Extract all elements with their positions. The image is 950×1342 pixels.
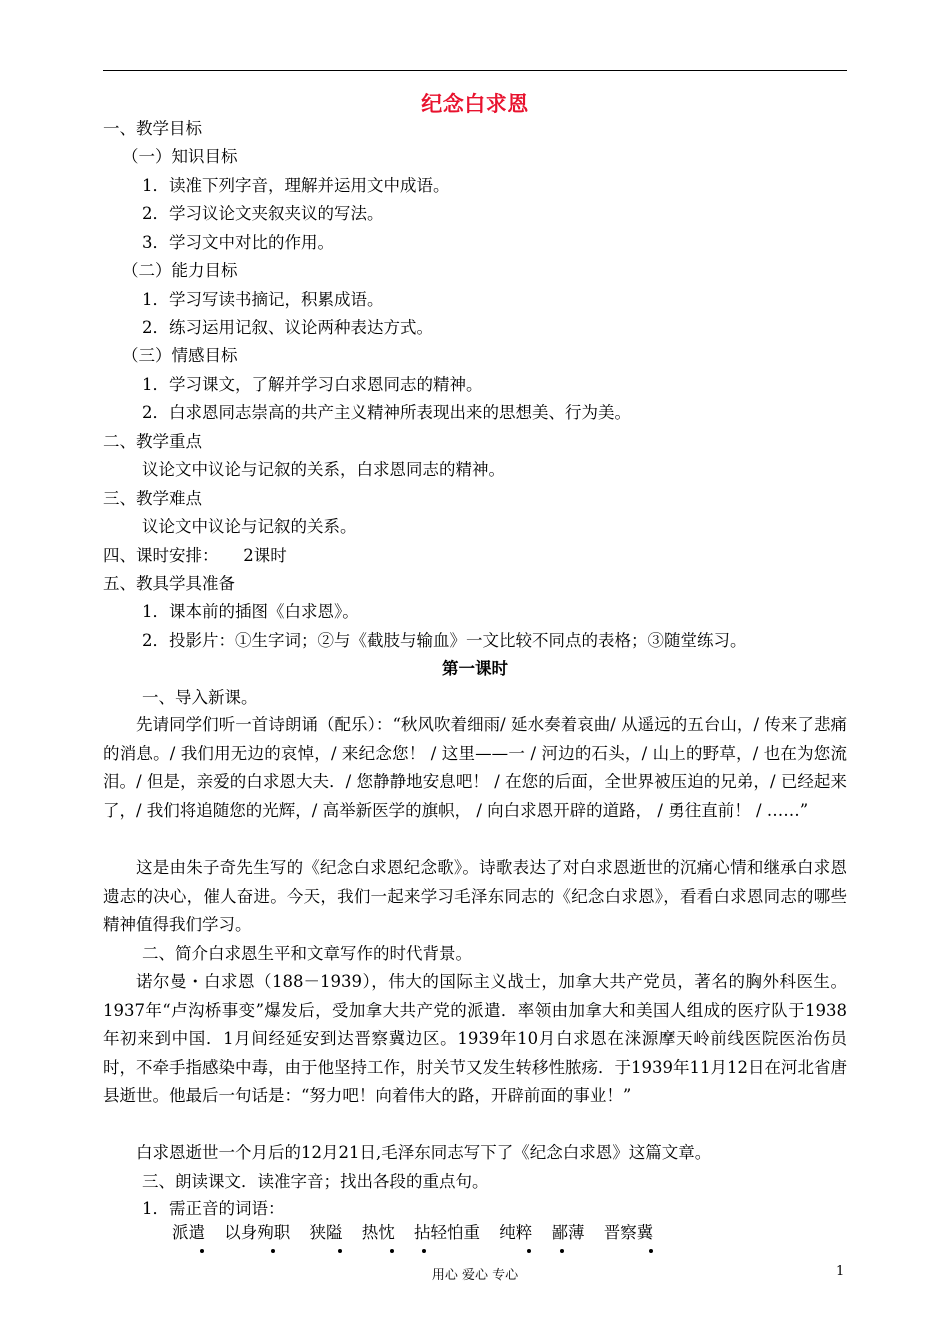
- step-heading: 三、朗读课文．读准字音；找出各段的重点句。: [142, 1172, 489, 1191]
- emphasis-dot: [649, 1249, 653, 1253]
- list-item: 1．课本前的插图《白求恩》。: [142, 602, 359, 621]
- section-text: 议论文中议论与记叙的关系，白求恩同志的精神。: [142, 460, 505, 479]
- pronunciation-word-list: [172, 1222, 667, 1244]
- subsection-emotion: （三）情感目标: [122, 346, 238, 365]
- section-text: 议论文中议论与记叙的关系。: [142, 517, 357, 536]
- page-title: 纪念白求恩: [421, 92, 529, 116]
- emphasis-dot: [390, 1249, 394, 1253]
- word-item: 鄙薄: [552, 1222, 585, 1244]
- step-heading: 二、简介白求恩生平和文章写作的时代背景。: [142, 944, 472, 963]
- word-item: 热忱: [362, 1222, 395, 1244]
- word-item: 以身殉职: [224, 1222, 290, 1244]
- section-heading-schedule: 四、课时安排： 2课时: [103, 546, 287, 565]
- word-item: 狭隘: [310, 1222, 343, 1244]
- word-item: 拈轻怕重: [414, 1222, 480, 1244]
- emphasis-dot: [527, 1249, 531, 1253]
- section-heading-difficulty: 三、教学难点: [103, 489, 202, 508]
- section-heading-focus: 二、教学重点: [103, 432, 202, 451]
- intro-paragraph: 这是由朱子奇先生写的《纪念白求恩纪念歌》。诗歌表达了对白求恩逝世的沉痛心情和继承白求恩遗志的决心，催人奋进。今天，我们一起来学习毛泽东同志的《纪念白求恩》，看看白求恩同志的哪些精神值得我们学习。: [103, 858, 847, 935]
- emphasis-dot: [338, 1249, 342, 1253]
- list-item: 2．练习运用记叙、议论两种表达方式。: [142, 318, 433, 337]
- page-number: 1: [836, 1264, 845, 1279]
- list-item: 2．投影片：①生字词；②与《截肢与输血》一文比较不同点的表格；③随堂练习。: [142, 631, 747, 650]
- bio-paragraph: 诺尔曼・白求恩（188－1939），伟大的国际主义战士，加拿大共产党员，著名的胸外科医生。1937年“卢沟桥事变”爆发后，受加拿大共产党的派遣．率领由加拿大和美国人组成的医疗队于1938年初来到中国．1月间经延安到达晋察冀边区。1939年10月白求恩在涞源摩天岭前线医院医治伤员时，不牵手指感染中毒，由于他坚持工作，肘关节又发生转移性脓疡．于1939年11月12日在河北省唐县逝世。他最后一句话是：“努力吧！向着伟大的路，开辟前面的事业！”: [103, 972, 847, 1106]
- list-item: 2．学习议论文夹叙夹议的写法。: [142, 204, 384, 223]
- section-heading-materials: 五、教具学具准备: [103, 574, 235, 593]
- list-item: 1．需正音的词语：: [142, 1199, 285, 1218]
- word-item: 派遣: [172, 1222, 205, 1244]
- word-item: 纯粹: [499, 1222, 532, 1244]
- subsection-knowledge: （一）知识目标: [122, 147, 238, 166]
- list-item: 1．读准下列字音，理解并运用文中成语。: [142, 176, 450, 195]
- word-item: 晋察冀: [604, 1222, 654, 1244]
- emphasis-dot: [271, 1249, 275, 1253]
- list-item: 2．白求恩同志崇高的共产主义精神所表现出来的思想美、行为美。: [142, 403, 631, 422]
- section-heading-goals: 一、教学目标: [103, 119, 202, 138]
- list-item: 3．学习文中对比的作用。: [142, 233, 334, 252]
- lesson-heading: 第一课时: [442, 659, 508, 678]
- page-footer: 用心 爱心 专心: [431, 1268, 519, 1283]
- step-heading: 一、导入新课。: [142, 688, 258, 707]
- list-item: 1．学习写读书摘记，积累成语。: [142, 290, 384, 309]
- death-paragraph: 白求恩逝世一个月后的12月21日,毛泽东同志写下了《纪念白求恩》这篇文章。: [136, 1143, 712, 1162]
- emphasis-dot: [560, 1249, 564, 1253]
- header-rule: [103, 70, 847, 71]
- list-item: 1．学习课文，了解并学习白求恩同志的精神。: [142, 375, 483, 394]
- subsection-ability: （二）能力目标: [122, 261, 238, 280]
- emphasis-dot: [422, 1249, 426, 1253]
- poem-paragraph: 先请同学们听一首诗朗诵（配乐）：“秋风吹着细雨/ 延水奏着哀曲/ 从遥远的五台山，/ 传来了悲痛的消息。/ 我们用无边的哀悼，/ 来纪念您！ / 这里——一 / 河边的石头，/ 山上的野草，/ 也在为您流泪。/ 但是，亲爱的白求恩大夫．/ 您静静地安息吧！ / 在您的后面，全世界被压迫的兄弟，/ 已经起来了，/ 我们将追随您的光辉，/ 高举新医学的旗帜， / 向白求恩开辟的道路， / 勇往直前！ / ……”: [103, 715, 847, 820]
- emphasis-dot: [200, 1249, 204, 1253]
